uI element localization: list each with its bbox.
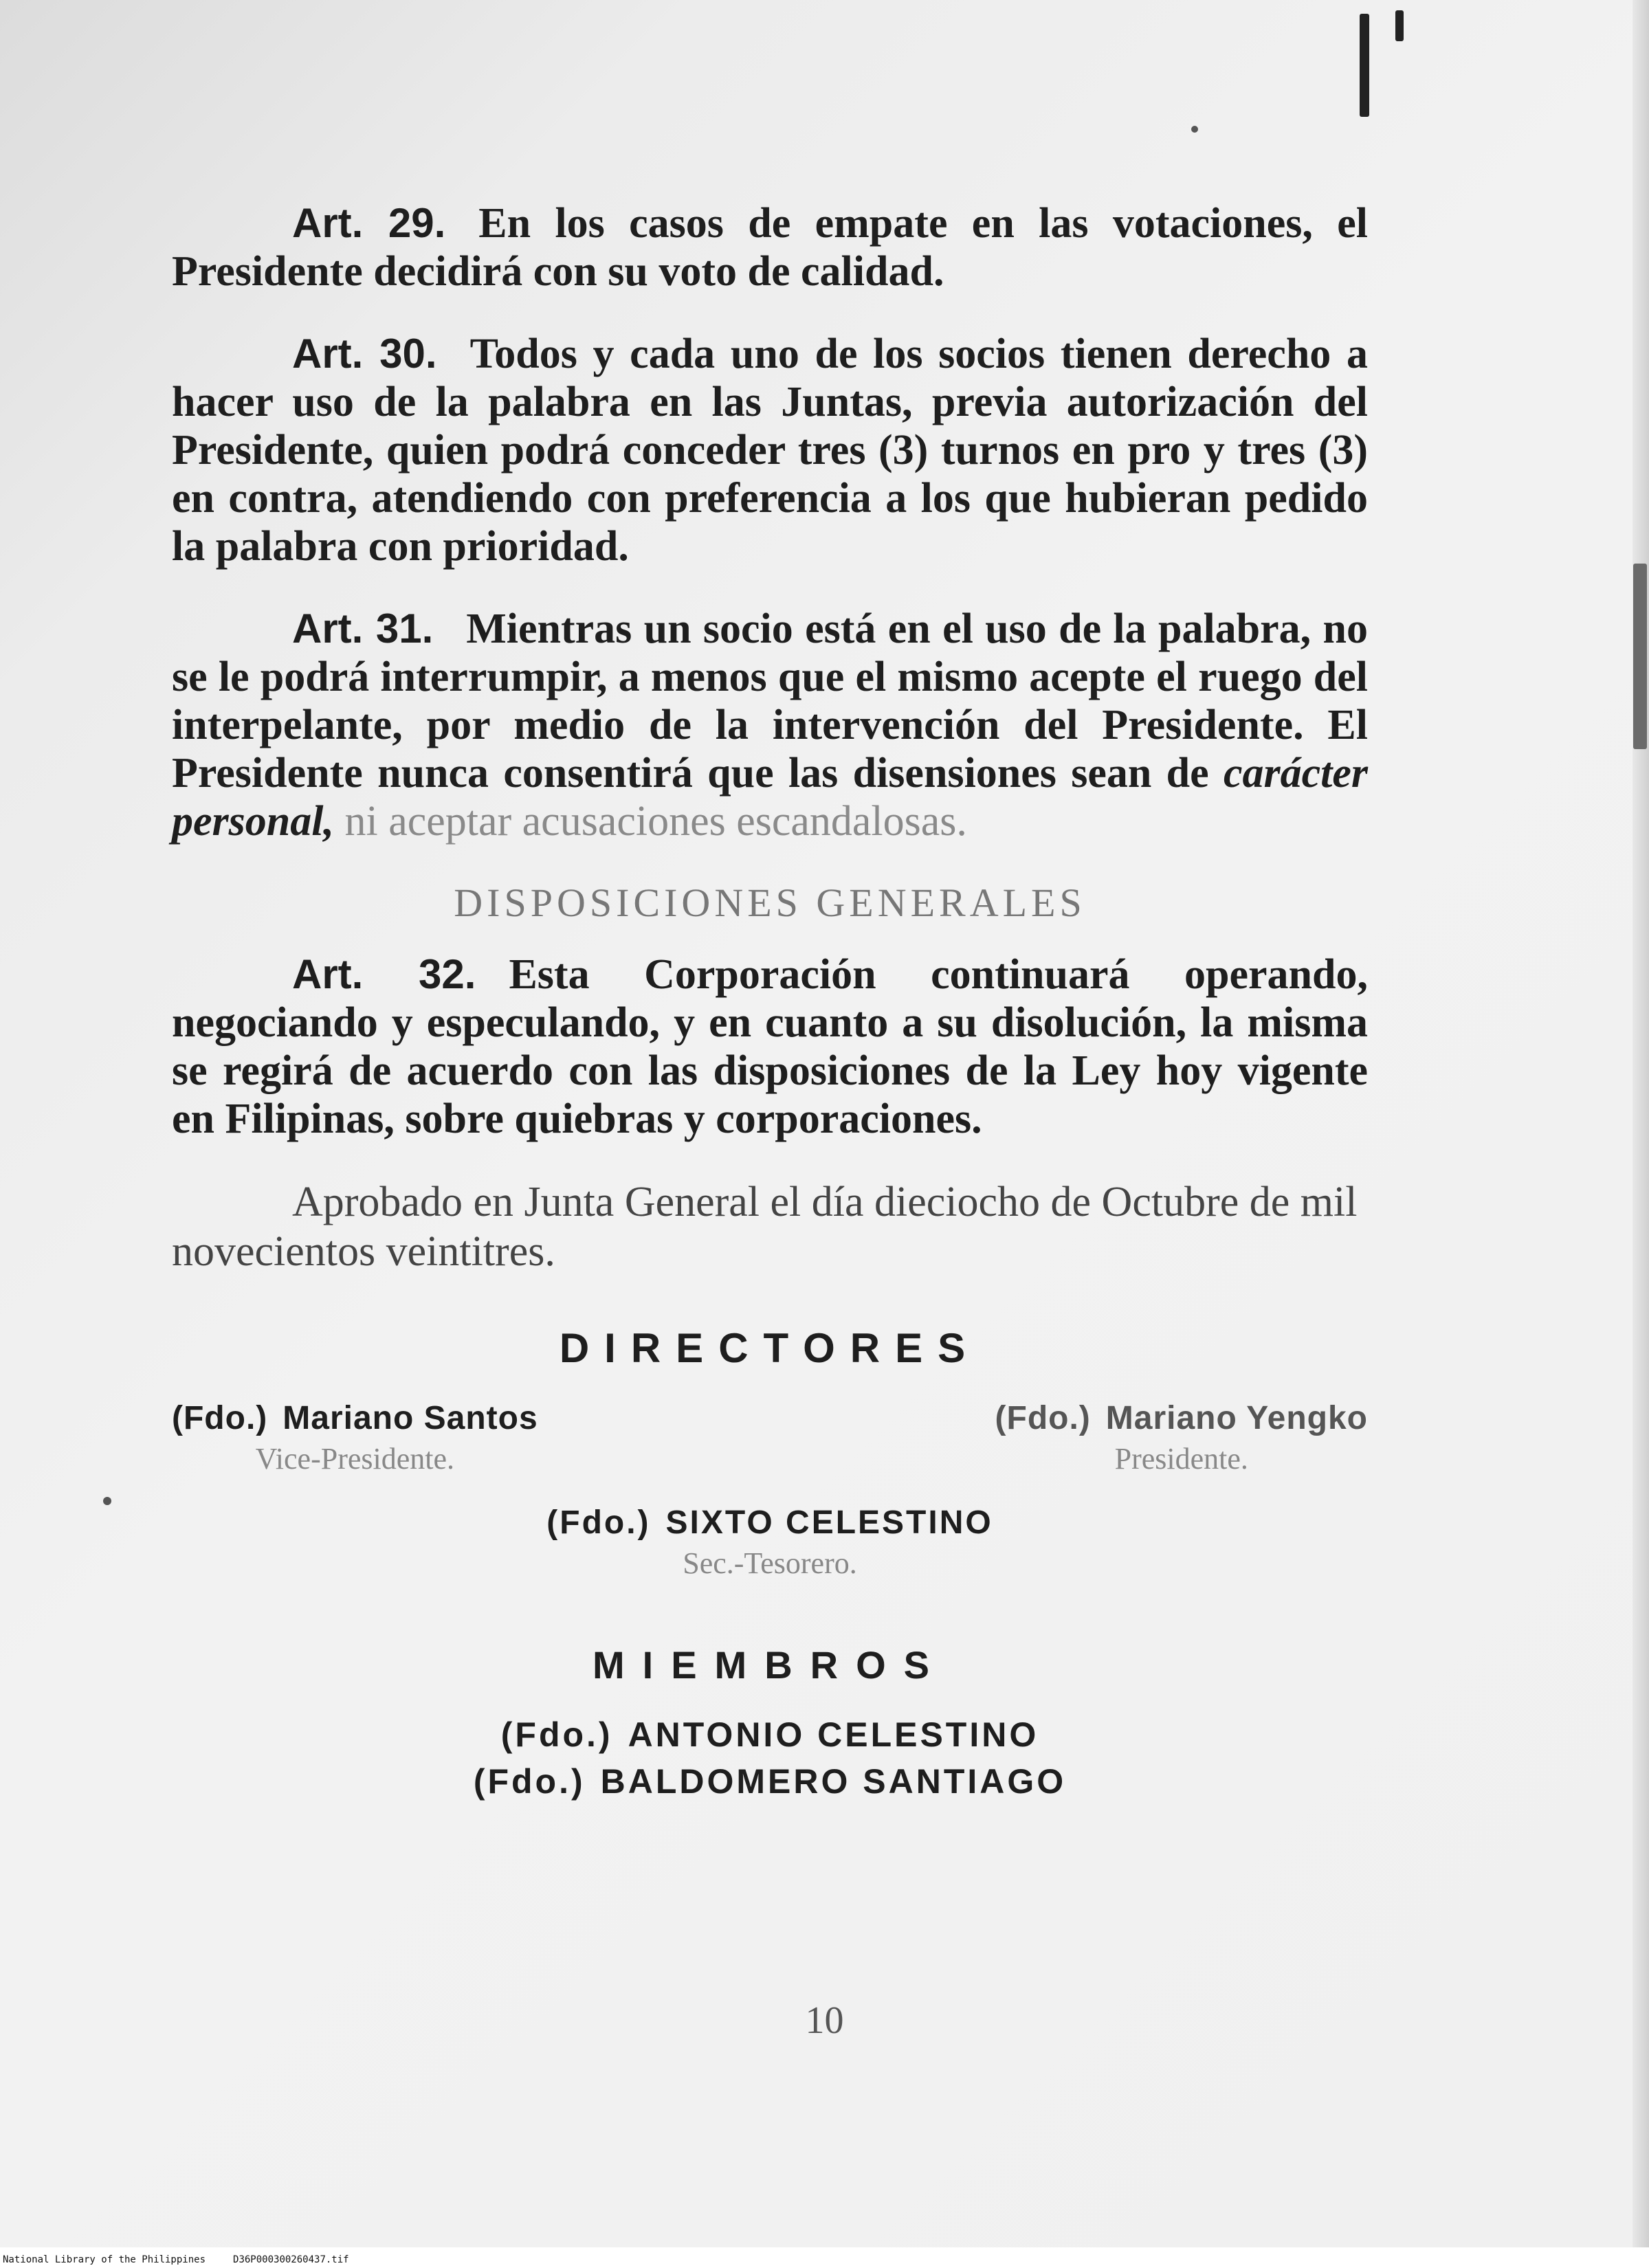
fdo-marker: (Fdo.) xyxy=(473,1762,586,1801)
member-name: ANTONIO CELESTINO xyxy=(628,1715,1039,1754)
signature-role: Sec.-Tesorero. xyxy=(683,1546,857,1580)
binding-mark xyxy=(1633,564,1647,749)
miembros-section xyxy=(172,1643,1368,1801)
article-31 xyxy=(172,605,1368,845)
article-30 xyxy=(172,330,1368,570)
article-29 xyxy=(172,199,1368,296)
article-text: Mientras un socio está en el uso de la palabra, no se le podrá interrumpir, a menos que el mismo acepte el ruego del interpelante, por medio de la intervención del Presidente. El Presidente nunca consentirá que las disensiones sean de xyxy=(172,605,1368,797)
member-name: BALDOMERO SANTIAGO xyxy=(600,1762,1067,1801)
page-edge-shadow xyxy=(1633,0,1649,2247)
directores-heading: DIRECTORES xyxy=(559,1325,981,1371)
section-heading: DISPOSICIONES GENERALES xyxy=(454,880,1086,925)
scan-speck xyxy=(1191,126,1198,133)
fdo-marker: (Fdo.) xyxy=(172,1400,268,1436)
signature-sec-tesorero xyxy=(172,1504,1368,1581)
director-name: Mariano Yengko xyxy=(1105,1400,1368,1436)
scan-speck xyxy=(103,1497,111,1505)
signature-presidente xyxy=(995,1399,1368,1476)
directores-section xyxy=(172,1324,1368,1581)
fdo-marker: (Fdo.) xyxy=(995,1400,1091,1436)
article-label: Art. 30. xyxy=(292,331,437,377)
fdo-marker: (Fdo.) xyxy=(546,1504,651,1541)
signature-name xyxy=(172,1399,538,1437)
article-text-end: ni aceptar acusaciones escandalosas. xyxy=(344,798,967,845)
article-label: Art. 31. xyxy=(292,605,434,652)
scan-footer-text xyxy=(3,2254,377,2265)
director-name: Mariano Santos xyxy=(283,1400,538,1436)
fdo-marker: (Fdo.) xyxy=(500,1715,613,1754)
director-name: SIXTO CELESTINO xyxy=(665,1504,993,1541)
footer-library: National Library of the Philippines xyxy=(3,2254,206,2265)
signature-name xyxy=(995,1399,1368,1437)
article-text: Esta Corporación continuará operando, negociando y especulando, y en cuanto a su disolución, la misma se regirá de acuerdo con las disposiciones de la Ley hoy vigente en Filipinas, sobre quiebras y corporaciones. xyxy=(172,951,1368,1142)
miembros-heading: MIEMBROS xyxy=(593,1643,947,1687)
approval-statement: Aprobado en Junta General el día dieciocho de Octubre de mil novecientos veintitres. xyxy=(172,1179,1358,1275)
page-number: 10 xyxy=(805,1999,844,2042)
member-signature xyxy=(172,1761,1368,1801)
article-text: En los casos de empate en las votaciones, el Presidente decidirá con su voto de calidad. xyxy=(172,200,1368,295)
document-page xyxy=(172,199,1368,1808)
member-signature xyxy=(172,1715,1368,1755)
signature-role: Vice-Presidente. xyxy=(255,1442,455,1476)
signature-row xyxy=(172,1399,1368,1476)
signature-role: Presidente. xyxy=(1114,1442,1248,1476)
signature-vice-presidente xyxy=(172,1399,538,1476)
binding-mark xyxy=(1360,14,1369,117)
article-text-italic: carácter personal, xyxy=(172,750,1369,845)
article-32 xyxy=(172,950,1368,1143)
signature-name xyxy=(172,1504,1368,1542)
article-label: Art. 29. xyxy=(292,200,446,246)
binding-mark xyxy=(1395,10,1404,41)
scan-footer xyxy=(0,2247,1649,2268)
article-text: Todos y cada uno de los socios tienen derecho a hacer uso de la palabra en las Juntas, previa autorización del Presidente, quien podrá conceder tres (3) turnos en pro y tres (3) en contra, atendiendo con preferencia a los que hubieran pedido la palabra con prioridad. xyxy=(172,331,1368,570)
footer-file: D36P000300260437.tif xyxy=(233,2254,349,2265)
article-label: Art. 32. xyxy=(292,951,476,997)
